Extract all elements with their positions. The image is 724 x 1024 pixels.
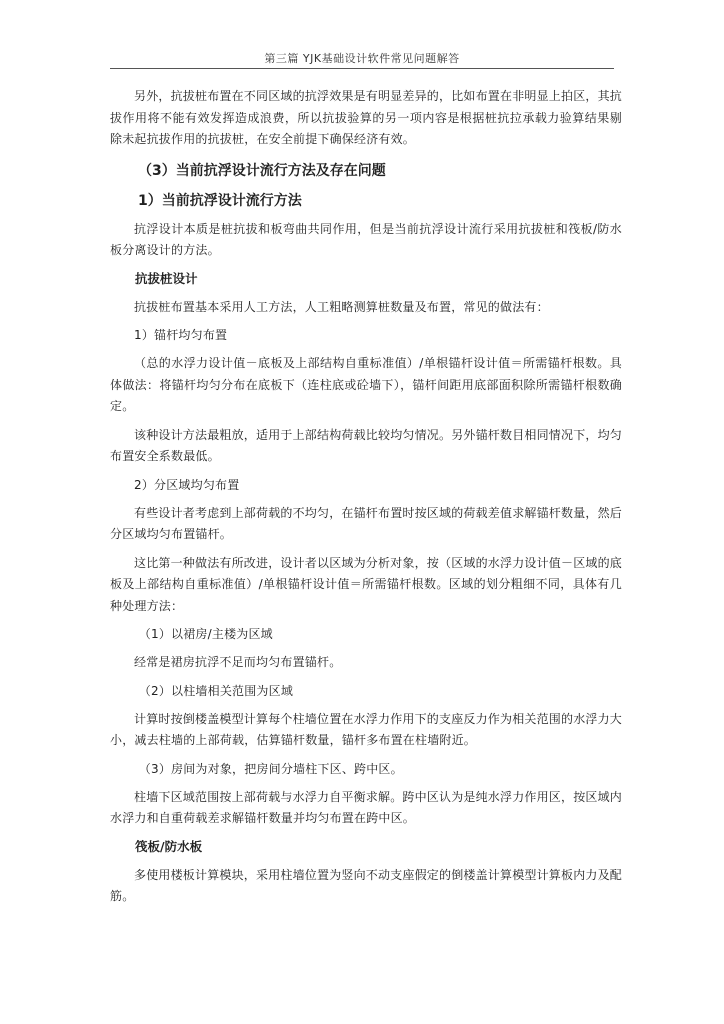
list-item: 1）锚杆均匀布置 [134,328,228,342]
section-heading: （3）当前抗浮设计流行方法及存在问题 [138,162,386,179]
sub-list-item: （2）以柱墙相关范围为区域 [138,683,294,698]
list-item: 2）分区域均匀布置 [134,477,240,492]
paragraph: 这比第一种做法有所改进，设计者以区域为分析对象，按（区域的水浮力设计值－区域的底板及上部结构自重标准值）/单根锚杆设计值＝所需锚杆根数。区域的划分粗细不同，具体有几种处理方法： [110,555,623,613]
paragraph: 经常是裙房抗浮不足而均匀布置锚杆。 [134,655,342,669]
paragraph: 柱墙下区域范围按上部荷载与水浮力自平衡求解。跨中区认为是纯水浮力作用区，按区域内水浮力和自重荷载差求解锚杆数量并均匀布置在跨中区。 [110,789,623,825]
paragraph: 另外，抗拔桩布置在不同区域的抗浮效果是有明显差异的，比如布置在非明显上拍区，其抗拔作用将不能有效发挥造成浪费，所以抗拔验算的另一项内容是根据桩抗拉承载力验算结果剔除未起抗拔作用的抗拔桩，在安全前提下确保经济有效。 [110,89,623,146]
paragraph: 抗浮设计本质是桩抗拔和板弯曲共同作用，但是当前抗浮设计流行采用抗拔桩和筏板/防水板分离设计的方法。 [110,221,622,257]
header-rule [110,68,614,69]
document-body [110,86,622,915]
paragraph: 有些设计者考虑到上部荷载的不均匀，在锚杆布置时按区域的荷载差值求解锚杆数量，然后分区域均匀布置锚杆。 [110,505,623,541]
paragraph: 多使用楼板计算模块，采用柱墙位置为竖向不动支座假定的倒楼盖计算模型计算板内力及配筋。 [110,867,623,903]
paragraph: 抗拔桩布置基本采用人工方法，人工粗略测算桩数量及布置，常见的做法有： [134,299,549,314]
subsection-heading: 1）当前抗浮设计流行方法 [138,192,302,209]
paragraph: 计算时按倒楼盖模型计算每个柱墙位置在水浮力作用下的支座反力作为相关范围的水浮力大小，减去柱墙的上部荷载，估算锚杆数量，锚杆多布置在柱墙附近。 [110,711,623,747]
topic-heading: 筏板/防水板 [135,838,203,854]
paragraph: （总的水浮力设计值－底板及上部结构自重标准值）/单根锚杆设计值＝所需锚杆根数。具体做法：将锚杆均匀分布在底板下（连柱底或砼墙下），锚杆间距用底部面积除所需锚杆根数确定。 [110,356,622,413]
sub-list-item: （3）房间为对象，把房间分墙柱下区、跨中区。 [138,761,403,776]
topic-heading: 抗拔桩设计 [135,270,198,286]
paragraph: 该种设计方法最粗放，适用于上部结构荷载比较均匀情况。另外锚杆数目相同情况下，均匀布置安全系数最低。 [110,427,623,463]
sub-list-item: （1）以裙房/主楼为区域 [138,627,273,641]
running-header: 第三篇 YJK基础设计软件常见问题解答 [264,52,460,65]
